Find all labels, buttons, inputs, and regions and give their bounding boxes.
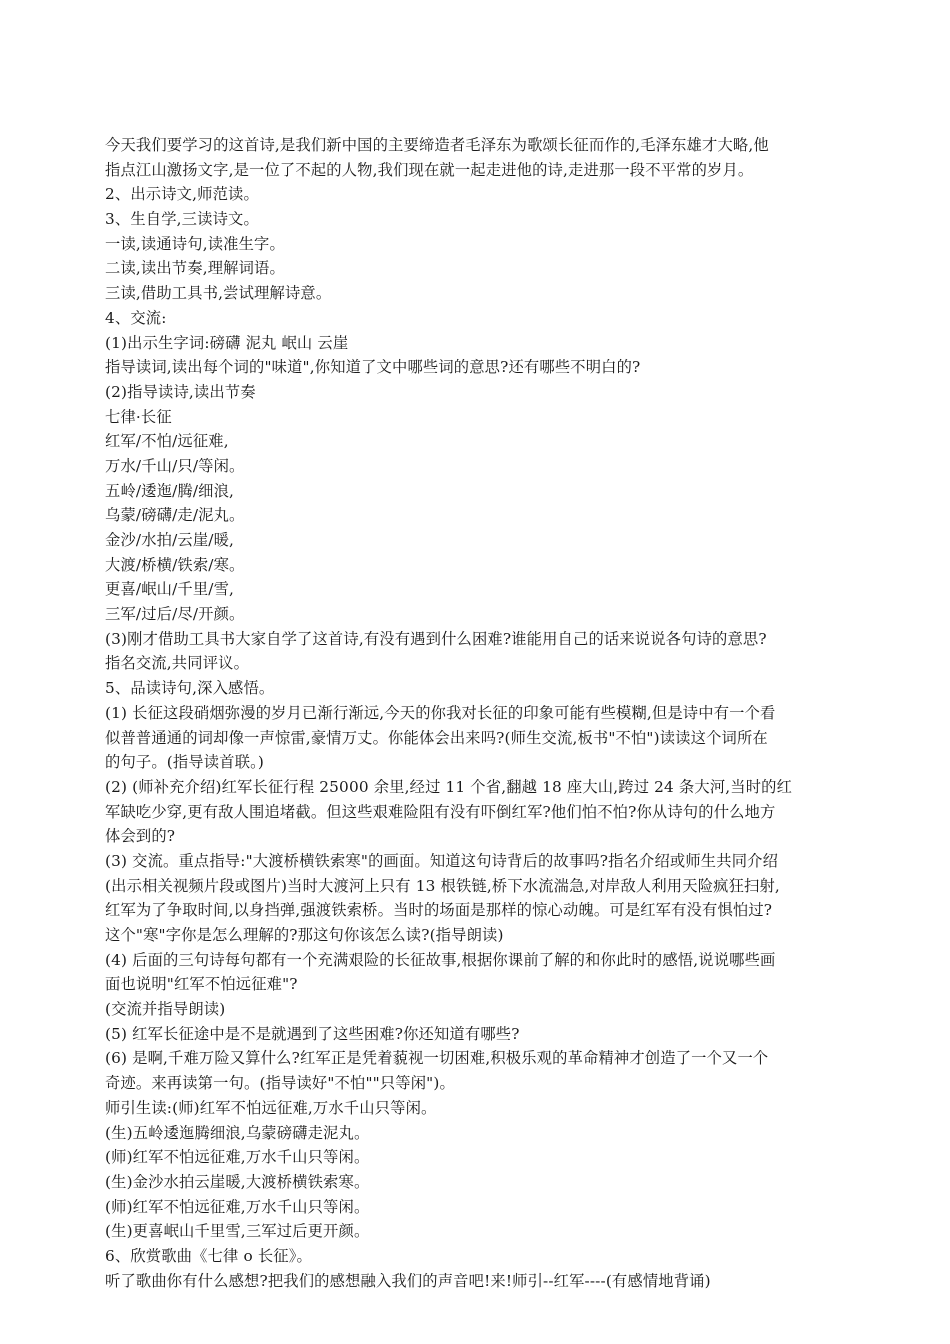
- text-line: 师引生读:(师)红军不怕远征难,万水千山只等闲。: [105, 1098, 437, 1117]
- text-line: (1)出示生字词:磅礴 泥丸 岷山 云崖: [105, 333, 349, 352]
- text-line: 红军为了争取时间,以身挡弹,强渡铁索桥。当时的场面是那样的惊心动魄。可是红军有没有惧怕过?: [105, 901, 773, 920]
- text-line: 指名交流,共同评议。: [105, 654, 250, 673]
- text-line: 军缺吃少穿,更有敌人围追堵截。但这些艰难险阻有没有吓倒红军?他们怕不怕?你从诗句的什么地方: [105, 802, 776, 821]
- text-line: 今天我们要学习的这首诗,是我们新中国的主要缔造者毛泽东为歌颂长征而作的,毛泽东雄才大略,他: [105, 136, 769, 154]
- text-line: 体会到的?: [105, 827, 176, 846]
- text-line: (6) 是啊,千难万险又算什么?红军正是凭着藐视一切困难,积极乐观的革命精神才创造了一个又一个: [105, 1049, 769, 1068]
- text-line: (出示相关视频片段或图片)当时大渡河上只有 13 根铁链,桥下水流湍急,对岸敌人利用天险疯狂扫射,: [105, 876, 780, 895]
- text-line: 五岭/逶迤/腾/细浪,: [105, 481, 235, 500]
- text-line: 3、生自学,三读诗文。: [105, 210, 259, 229]
- text-line: (1) 长征这段硝烟弥漫的岁月已渐行渐远,今天的你我对长征的印象可能有些模糊,但是诗中有一个看: [105, 703, 776, 722]
- text-line: 4、交流:: [105, 308, 167, 327]
- text-line: (2)指导读诗,读出节奏: [105, 382, 256, 401]
- text-line: (2) (师补充介绍)红军长征行程 25000 余里,经过 11 个省,翻越 18 座大山,跨过 24 条大河,当时的红: [105, 777, 793, 796]
- text-line: 三军/过后/尽/开颜。: [105, 605, 245, 624]
- text-line: 更喜/岷山/千里/雪,: [105, 580, 235, 599]
- text-line: 二读,读出节奏,理解词语。: [105, 259, 285, 278]
- text-line: 听了歌曲你有什么感想?把我们的感想融入我们的声音吧!来!师引--红军----(有感情地背诵): [105, 1271, 711, 1290]
- text-line: 乌蒙/磅礴/走/泥丸。: [105, 506, 245, 525]
- text-line: 红军/不怕/远征难,: [105, 432, 229, 451]
- text-line: 指点江山激扬文字,是一位了不起的人物,我们现在就一起走进他的诗,走进那一段不平常的岁月。: [105, 160, 754, 179]
- text-line: (师)红军不怕远征难,万水千山只等闲。: [105, 1148, 370, 1167]
- text-line: 似普普通通的词却像一声惊雷,豪情万丈。你能体会出来吗?(师生交流,板书"不怕")读读这个词所在: [105, 728, 768, 747]
- text-line: 三读,借助工具书,尝试理解诗意。: [105, 284, 332, 303]
- text-line: 指导读词,读出每个词的"味道",你知道了文中哪些词的意思?还有哪些不明白的?: [105, 358, 641, 377]
- text-line: 这个"寒"字你是怎么理解的?那这句你该怎么读?(指导朗读): [105, 926, 504, 944]
- text-line: (4) 后面的三句诗每句都有一个充满艰险的长征故事,根据你课前了解的和你此时的感悟,说说哪些画: [105, 950, 776, 969]
- text-line: (生)金沙水拍云崖暖,大渡桥横铁索寒。: [105, 1172, 370, 1191]
- text-line: 大渡/桥横/铁索/寒。: [105, 555, 245, 574]
- text-line: (交流并指导朗读): [105, 1000, 226, 1019]
- text-line: 奇迹。来再读第一句。(指导读好"不怕""只等闲")。: [105, 1074, 455, 1093]
- text-line: (5) 红军长征途中是不是就遇到了这些困难?你还知道有哪些?: [105, 1024, 520, 1043]
- text-line: (师)红军不怕远征难,万水千山只等闲。: [105, 1197, 370, 1216]
- text-line: 万水/千山/只/等闲。: [105, 456, 245, 475]
- text-line: 金沙/水拍/云崖/暖,: [105, 531, 235, 549]
- text-line: 七律·长征: [105, 407, 172, 426]
- text-line: 的句子。(指导读首联。): [105, 753, 265, 772]
- text-line: 5、品读诗句,深入感悟。: [105, 679, 275, 698]
- text-line: (3)刚才借助工具书大家自学了这首诗,有没有遇到什么困难?谁能用自己的话来说说各句诗的意思?: [105, 629, 767, 648]
- text-line: (生)更喜岷山千里雪,三军过后更开颜。: [105, 1222, 370, 1241]
- text-line: 面也说明"红军不怕远征难"?: [105, 975, 298, 994]
- text-line: (3) 交流。重点指导:"大渡桥横铁索寒"的画面。知道这句诗背后的故事吗?指名介绍或师生共同介绍: [105, 851, 779, 870]
- text-line: 一读,读通诗句,读准生字。: [105, 234, 285, 253]
- text-line: 2、出示诗文,师范读。: [105, 185, 259, 204]
- text-line: (生)五岭逶迤腾细浪,乌蒙磅礴走泥丸。: [105, 1123, 370, 1142]
- text-line: 6、欣赏歌曲《七律 o 长征》。: [105, 1246, 312, 1265]
- document-body: [105, 133, 845, 1293]
